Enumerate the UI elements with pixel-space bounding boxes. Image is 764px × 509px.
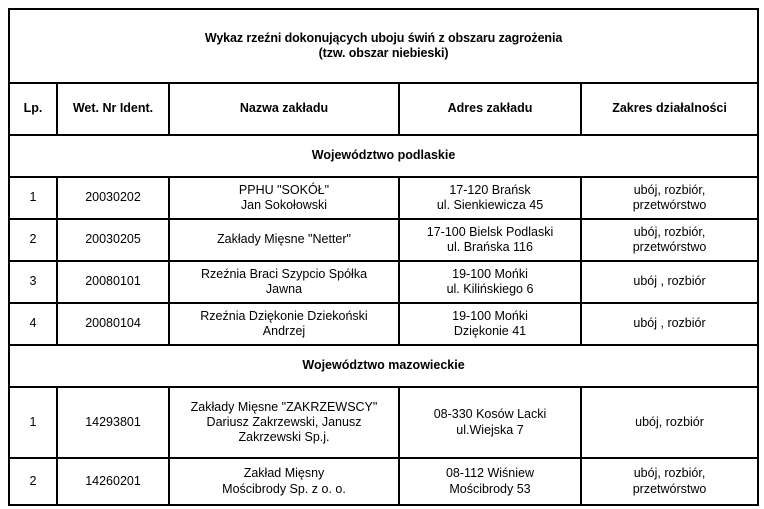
cell-name	[169, 458, 399, 505]
cell-address-line: 19-100 Mońki	[452, 266, 528, 281]
cell-lp: 1	[9, 177, 57, 219]
province-label: Województwo podlaskie	[9, 135, 758, 177]
province-row-mazowieckie	[9, 345, 758, 387]
cell-scope-line: przetwórstwo	[632, 240, 707, 254]
table-row	[9, 387, 758, 458]
cell-scope	[581, 303, 758, 345]
cell-scope	[581, 387, 758, 458]
column-header-ident: Wet. Nr Ident.	[57, 83, 169, 135]
cell-name-line: Andrzej	[262, 324, 306, 338]
cell-address-line: 19-100 Mońki	[452, 308, 528, 323]
cell-scope-line: przetwórstwo	[632, 198, 707, 212]
cell-scope	[581, 177, 758, 219]
cell-name-line: Rzeźnia Dziękonie Dziekoński	[200, 308, 368, 323]
cell-scope-line: ubój, rozbiór	[635, 414, 704, 429]
cell-address-line: ul. Brańska 116	[447, 240, 533, 254]
cell-lp: 2	[9, 219, 57, 261]
column-header-scope: Zakres działalności	[581, 83, 758, 135]
cell-address	[399, 387, 581, 458]
cell-lp: 2	[9, 458, 57, 505]
cell-name-line: Zakład Mięsny	[243, 466, 325, 481]
page-title	[9, 9, 758, 83]
cell-name-line: Zakłady Mięsne "Netter"	[217, 232, 351, 247]
cell-address-line: Mościbrody 53	[449, 481, 531, 496]
cell-address	[399, 219, 581, 261]
cell-name	[169, 303, 399, 345]
cell-ident: 20080104	[57, 303, 169, 345]
cell-ident: 20080101	[57, 261, 169, 303]
cell-address-line: Dziękonie 41	[453, 324, 527, 338]
cell-name	[169, 177, 399, 219]
table-row	[9, 177, 758, 219]
cell-address-line: ul. Sienkiewicza 45	[436, 198, 544, 212]
cell-scope-line: ubój, rozbiór,	[633, 224, 706, 239]
title-row	[9, 9, 758, 83]
table-body	[9, 9, 758, 505]
cell-ident: 14293801	[57, 387, 169, 458]
cell-name-line: Dariusz Zakrzewski, Janusz	[206, 414, 362, 429]
cell-address-line: 17-100 Bielsk Podlaski	[426, 224, 554, 239]
cell-name	[169, 219, 399, 261]
cell-address-line: 08-112 Wiśniew	[445, 466, 534, 481]
cell-address	[399, 303, 581, 345]
page-title-line-2: (tzw. obszar niebieski)	[318, 46, 449, 60]
slaughterhouse-register-table	[8, 8, 759, 506]
cell-scope-line: ubój , rozbiór	[633, 316, 706, 331]
column-header-name: Nazwa zakładu	[169, 83, 399, 135]
cell-scope	[581, 261, 758, 303]
cell-ident: 20030202	[57, 177, 169, 219]
cell-ident: 20030205	[57, 219, 169, 261]
cell-name-line: Mościbrody Sp. z o. o.	[222, 481, 346, 496]
column-header-address: Adres zakładu	[399, 83, 581, 135]
cell-name-line: Rzeźnia Braci Szypcio Spółka	[200, 266, 368, 281]
cell-scope-line: ubój , rozbiór	[633, 274, 706, 289]
cell-lp: 3	[9, 261, 57, 303]
cell-address	[399, 261, 581, 303]
cell-name	[169, 387, 399, 458]
province-row-podlaskie	[9, 135, 758, 177]
column-header-lp: Lp.	[9, 83, 57, 135]
cell-address-line: ul. Kilińskiego 6	[446, 282, 534, 296]
page-title-line-1: Wykaz rzeźni dokonujących uboju świń z obszaru zagrożenia	[204, 30, 563, 45]
table-row	[9, 219, 758, 261]
cell-address-line: ul.Wiejska 7	[456, 422, 524, 437]
cell-name-line: Jawna	[265, 282, 303, 296]
cell-address-line: 17-120 Brańsk	[449, 182, 531, 197]
cell-scope	[581, 458, 758, 505]
cell-scope	[581, 219, 758, 261]
cell-lp: 1	[9, 387, 57, 458]
cell-name-line: Jan Sokołowski	[240, 198, 328, 212]
table-row	[9, 261, 758, 303]
cell-scope-line: ubój, rozbiór,	[633, 182, 706, 197]
spreadsheet-sheet	[8, 8, 757, 506]
cell-scope-line: ubój, rozbiór,	[633, 466, 706, 481]
cell-address	[399, 458, 581, 505]
cell-name-line: Zakłady Mięsne "ZAKRZEWSCY"	[190, 399, 378, 414]
cell-name-line: PPHU "SOKÓŁ"	[238, 182, 330, 197]
table-row	[9, 458, 758, 505]
cell-lp: 4	[9, 303, 57, 345]
cell-ident: 14260201	[57, 458, 169, 505]
table-row	[9, 303, 758, 345]
cell-address-line: 08-330 Kosów Lacki	[433, 407, 547, 422]
cell-name	[169, 261, 399, 303]
cell-name-line: Zakrzewski Sp.j.	[238, 430, 330, 445]
column-header-row	[9, 83, 758, 135]
province-label: Województwo mazowieckie	[9, 345, 758, 387]
cell-scope-line: przetwórstwo	[632, 481, 707, 496]
cell-address	[399, 177, 581, 219]
